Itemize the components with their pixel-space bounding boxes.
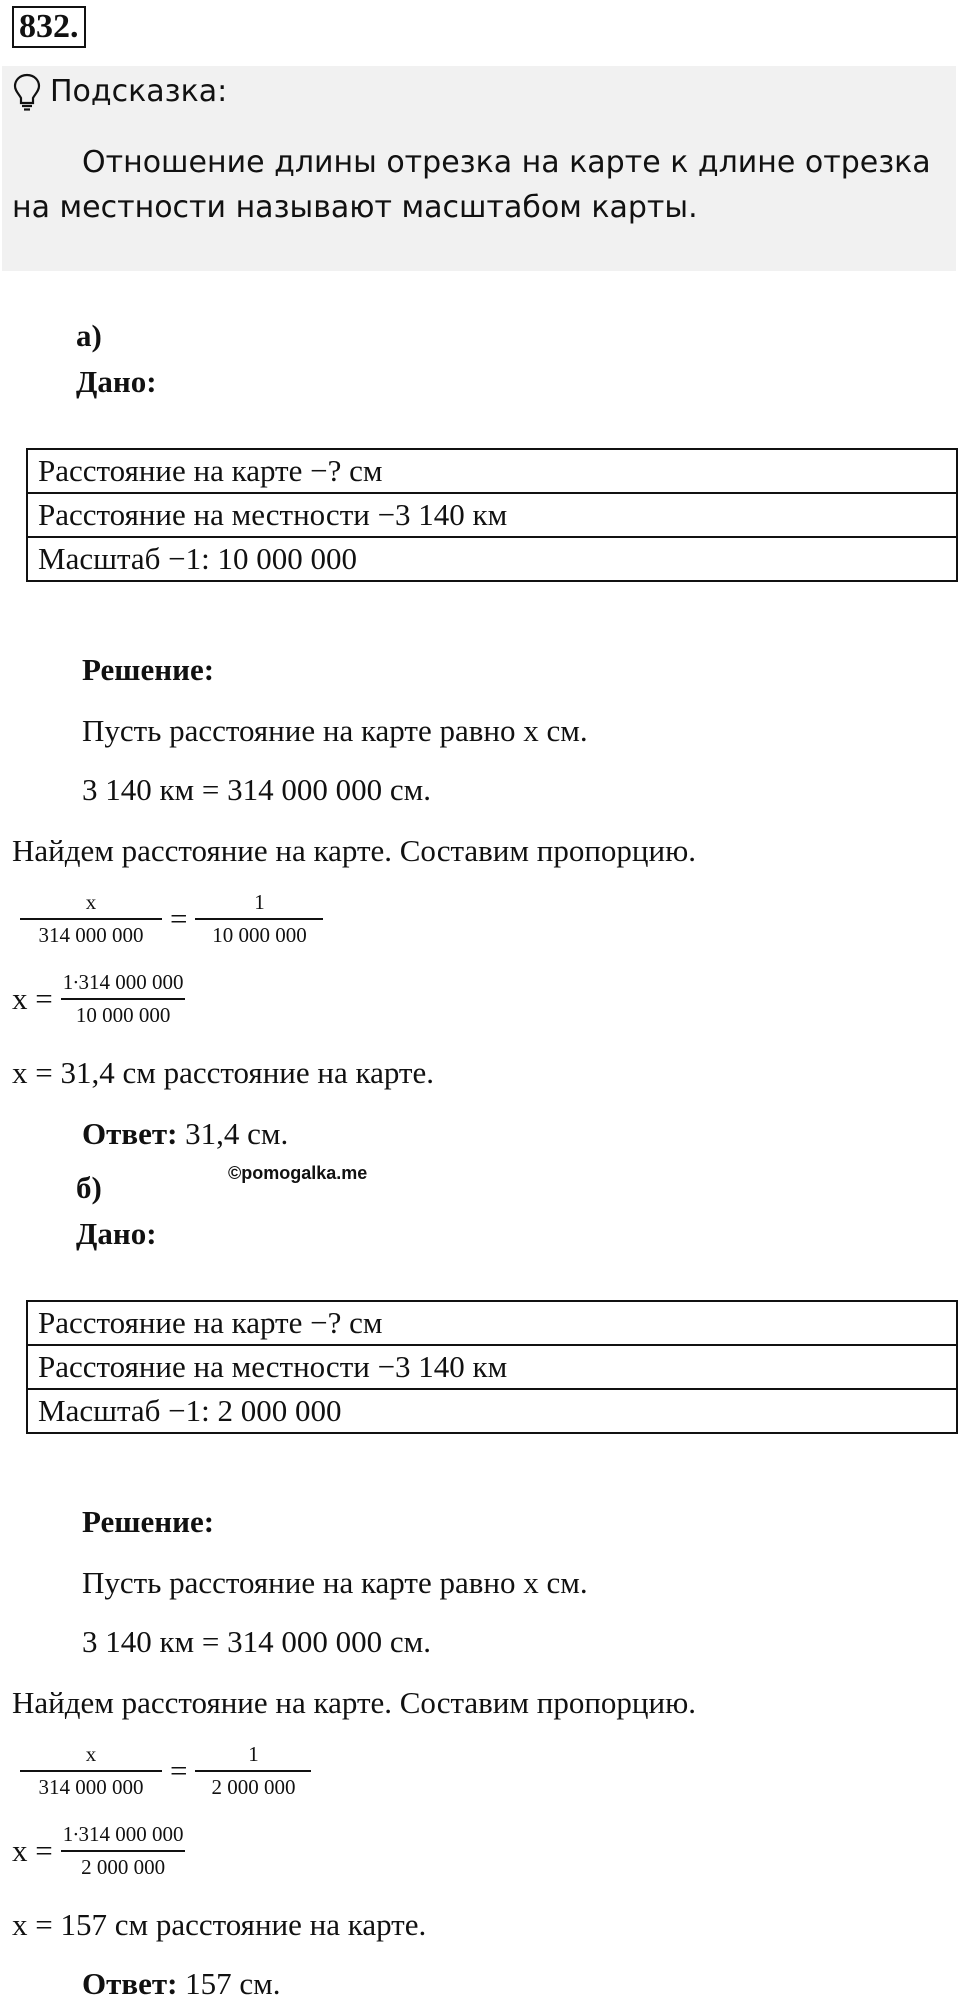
denominator: 10 000 000 xyxy=(75,1003,171,1027)
answer-value: 31,4 см. xyxy=(177,1116,289,1151)
table-cell: Масштаб −1: 2 000 000 xyxy=(27,1389,957,1433)
table-row xyxy=(27,493,957,537)
hint-title: Подсказка: xyxy=(50,74,228,109)
part-a-result: x = 31,4 см расстояние на карте. xyxy=(12,1055,434,1090)
part-b-label: б) xyxy=(76,1170,102,1205)
fraction xyxy=(195,890,323,948)
numerator: x xyxy=(20,890,162,920)
hint-text: Отношение длины отрезка на карте к длине отрезка на местности называют масштабом карты. xyxy=(12,145,931,225)
table-cell: Масштаб −1: 10 000 000 xyxy=(27,537,957,581)
part-a-solution-label: Решение: xyxy=(82,652,215,687)
fraction xyxy=(61,970,186,1028)
denominator: 2 000 000 xyxy=(81,1855,166,1879)
denominator: 314 000 000 xyxy=(38,1775,144,1799)
numerator: x xyxy=(20,1742,162,1772)
task-number: 832. xyxy=(12,6,86,48)
table-row xyxy=(27,1389,957,1433)
equals-sign: = xyxy=(170,1753,188,1788)
denominator: 10 000 000 xyxy=(212,923,307,947)
part-a-line2: 3 140 км = 314 000 000 см. xyxy=(82,772,432,807)
part-b-x-formula xyxy=(12,1822,185,1880)
denominator: 2 000 000 xyxy=(211,1775,296,1799)
part-a-answer xyxy=(82,1116,288,1152)
numerator: 1∙314 000 000 xyxy=(61,1822,186,1852)
numerator: 1 xyxy=(195,890,323,920)
part-a-x-formula xyxy=(12,970,185,1028)
table-cell: Расстояние на местности −3 140 км xyxy=(27,493,957,537)
fraction xyxy=(20,1742,162,1800)
lightbulb-icon xyxy=(12,72,42,112)
equals-sign: = xyxy=(170,901,188,936)
part-b-line3: Найдем расстояние на карте. Составим пропорцию. xyxy=(12,1685,697,1720)
table-row xyxy=(27,1345,957,1389)
x-prefix: x = xyxy=(12,1833,53,1868)
part-a-line1: Пусть расстояние на карте равно x см. xyxy=(82,713,588,748)
part-b-line1: Пусть расстояние на карте равно x см. xyxy=(82,1565,588,1600)
fraction xyxy=(20,890,162,948)
answer-label: Ответ: xyxy=(82,1116,178,1151)
fraction xyxy=(195,1742,311,1800)
part-b-line2: 3 140 км = 314 000 000 см. xyxy=(82,1624,432,1659)
x-prefix: x = xyxy=(12,981,53,1016)
part-b-answer xyxy=(82,1966,281,2002)
watermark: ©pomogalka.me xyxy=(228,1163,368,1183)
table-cell: Расстояние на карте −? см xyxy=(27,1301,957,1345)
table-cell: Расстояние на местности −3 140 км xyxy=(27,1345,957,1389)
part-a-given-table xyxy=(26,448,958,582)
part-a-proportion xyxy=(20,890,323,948)
part-a-given-label: Дано: xyxy=(76,364,157,399)
numerator: 1∙314 000 000 xyxy=(61,970,186,1000)
part-b-result: x = 157 см расстояние на карте. xyxy=(12,1907,427,1942)
part-b-given-table xyxy=(26,1300,958,1434)
answer-value: 157 см. xyxy=(177,1966,281,2001)
answer-label: Ответ: xyxy=(82,1966,178,2001)
part-a-line3: Найдем расстояние на карте. Составим пропорцию. xyxy=(12,833,697,868)
part-b-solution-label: Решение: xyxy=(82,1504,215,1539)
fraction xyxy=(61,1822,186,1880)
denominator: 314 000 000 xyxy=(38,923,144,947)
numerator: 1 xyxy=(195,1742,311,1772)
part-b-proportion xyxy=(20,1742,311,1800)
part-a-label: а) xyxy=(76,318,102,353)
table-row xyxy=(27,449,957,493)
part-b-given-label: Дано: xyxy=(76,1216,157,1251)
table-row xyxy=(27,1301,957,1345)
table-cell: Расстояние на карте −? см xyxy=(27,449,957,493)
table-row xyxy=(27,537,957,581)
